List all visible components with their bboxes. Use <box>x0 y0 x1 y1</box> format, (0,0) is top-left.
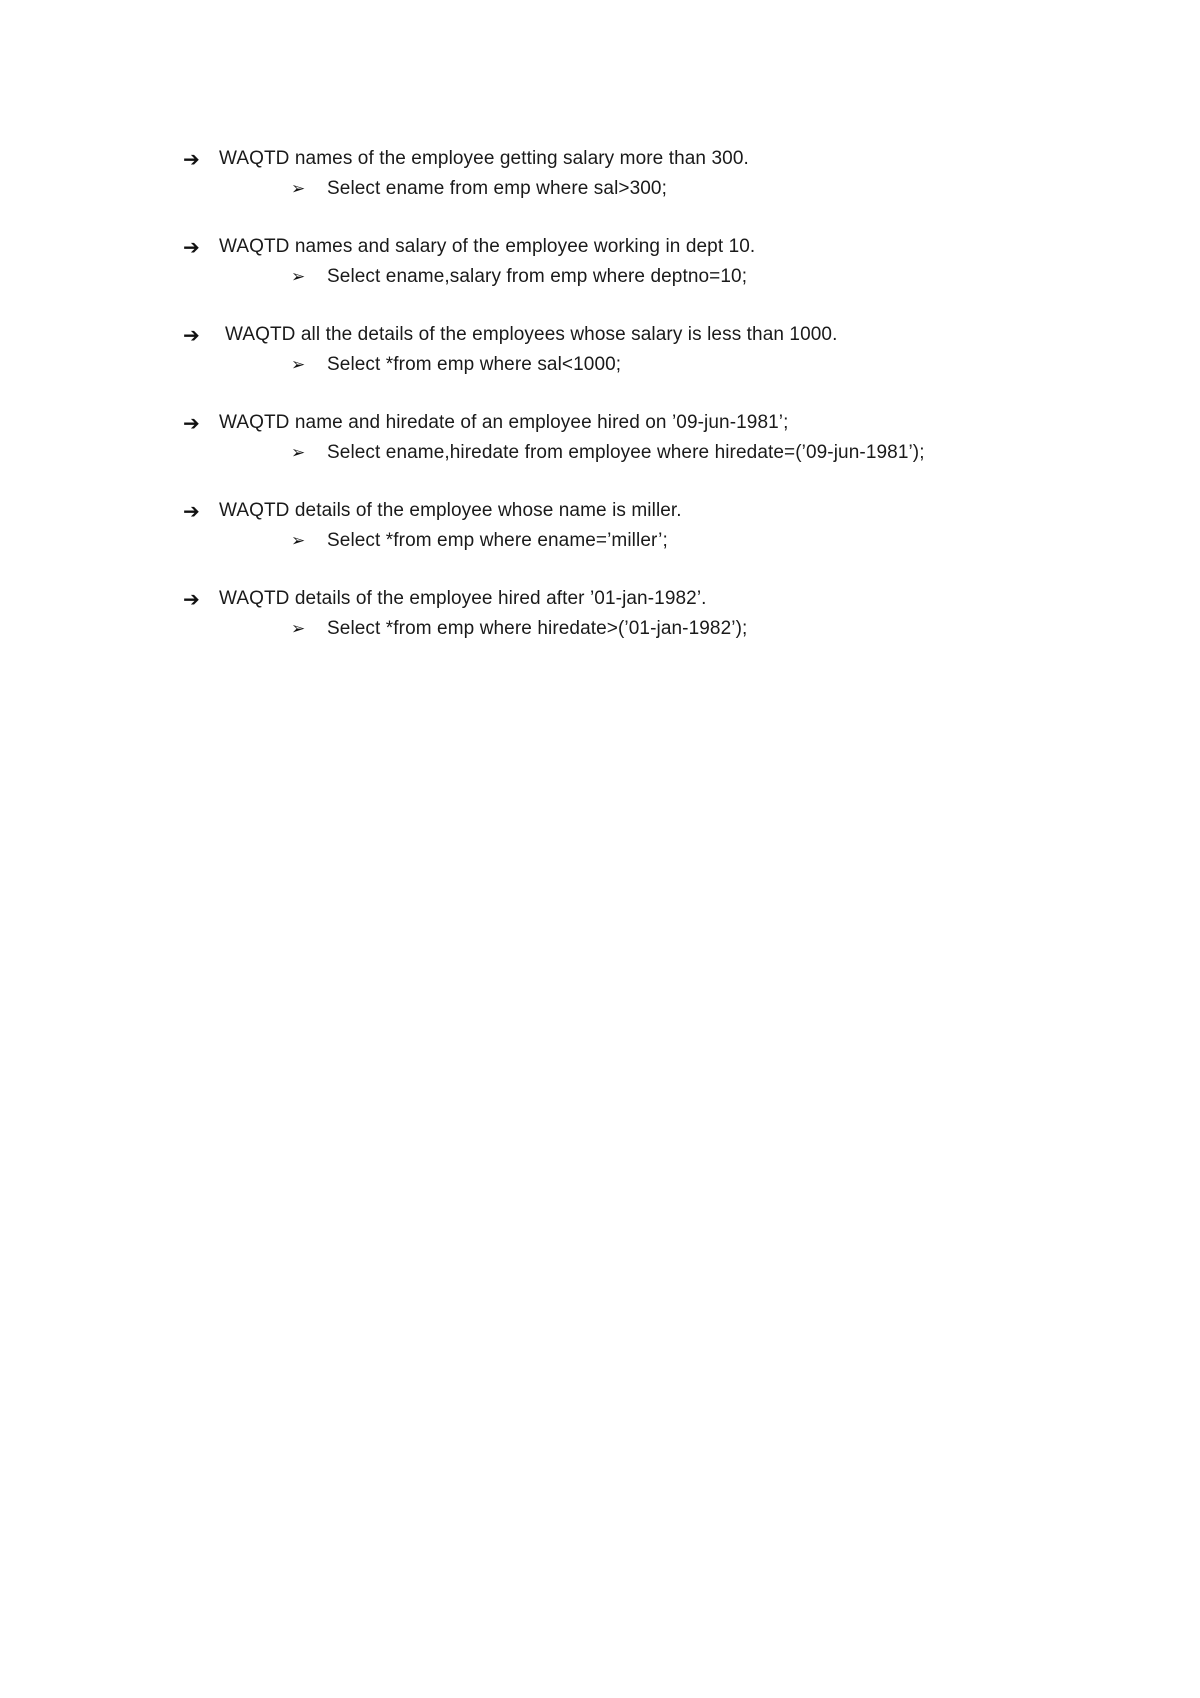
question-text: WAQTD names and salary of the employee working in dept 10. <box>219 236 756 257</box>
question-text: WAQTD all the details of the employees whose salary is less than 1000. <box>225 324 838 345</box>
answer-line <box>183 526 1163 556</box>
question-line <box>183 232 1163 262</box>
answer-text: Select *from emp where ename=’miller’; <box>327 530 668 551</box>
question-line <box>183 408 1163 438</box>
question-line <box>183 584 1163 614</box>
list-item <box>183 144 1163 232</box>
answer-text: Select *from emp where hiredate>(’01-jan-1982’); <box>327 618 748 639</box>
question-line <box>183 320 1163 350</box>
list-item <box>183 232 1163 320</box>
list-item <box>183 584 1163 672</box>
query-list <box>183 144 1163 672</box>
answer-text: Select *from emp where sal<1000; <box>327 354 622 375</box>
list-item <box>183 408 1163 496</box>
chevron-right-icon: ➢ <box>291 355 306 375</box>
right-arrow-icon: ➔ <box>183 147 200 171</box>
answer-line <box>183 350 1163 380</box>
right-arrow-icon: ➔ <box>183 587 200 611</box>
chevron-right-icon: ➢ <box>291 619 306 639</box>
right-arrow-icon: ➔ <box>183 235 200 259</box>
right-arrow-icon: ➔ <box>183 323 200 347</box>
question-line <box>183 496 1163 526</box>
answer-line <box>183 438 1163 468</box>
chevron-right-icon: ➢ <box>291 179 306 199</box>
answer-line <box>183 174 1163 204</box>
question-text: WAQTD name and hiredate of an employee hired on ’09-jun-1981’; <box>219 412 789 433</box>
chevron-right-icon: ➢ <box>291 531 306 551</box>
question-line <box>183 144 1163 174</box>
chevron-right-icon: ➢ <box>291 443 306 463</box>
answer-text: Select ename,salary from emp where deptno=10; <box>327 266 748 287</box>
list-item <box>183 496 1163 584</box>
right-arrow-icon: ➔ <box>183 411 200 435</box>
answer-text: Select ename from emp where sal>300; <box>327 178 667 199</box>
list-item <box>183 320 1163 408</box>
chevron-right-icon: ➢ <box>291 267 306 287</box>
right-arrow-icon: ➔ <box>183 499 200 523</box>
question-text: WAQTD names of the employee getting salary more than 300. <box>219 148 749 169</box>
answer-text: Select ename,hiredate from employee where hiredate=(’09-jun-1981’); <box>327 442 925 463</box>
answer-line <box>183 262 1163 292</box>
answer-line <box>183 614 1163 644</box>
question-text: WAQTD details of the employee whose name is miller. <box>219 500 682 521</box>
question-text: WAQTD details of the employee hired after ’01-jan-1982’. <box>219 588 707 609</box>
